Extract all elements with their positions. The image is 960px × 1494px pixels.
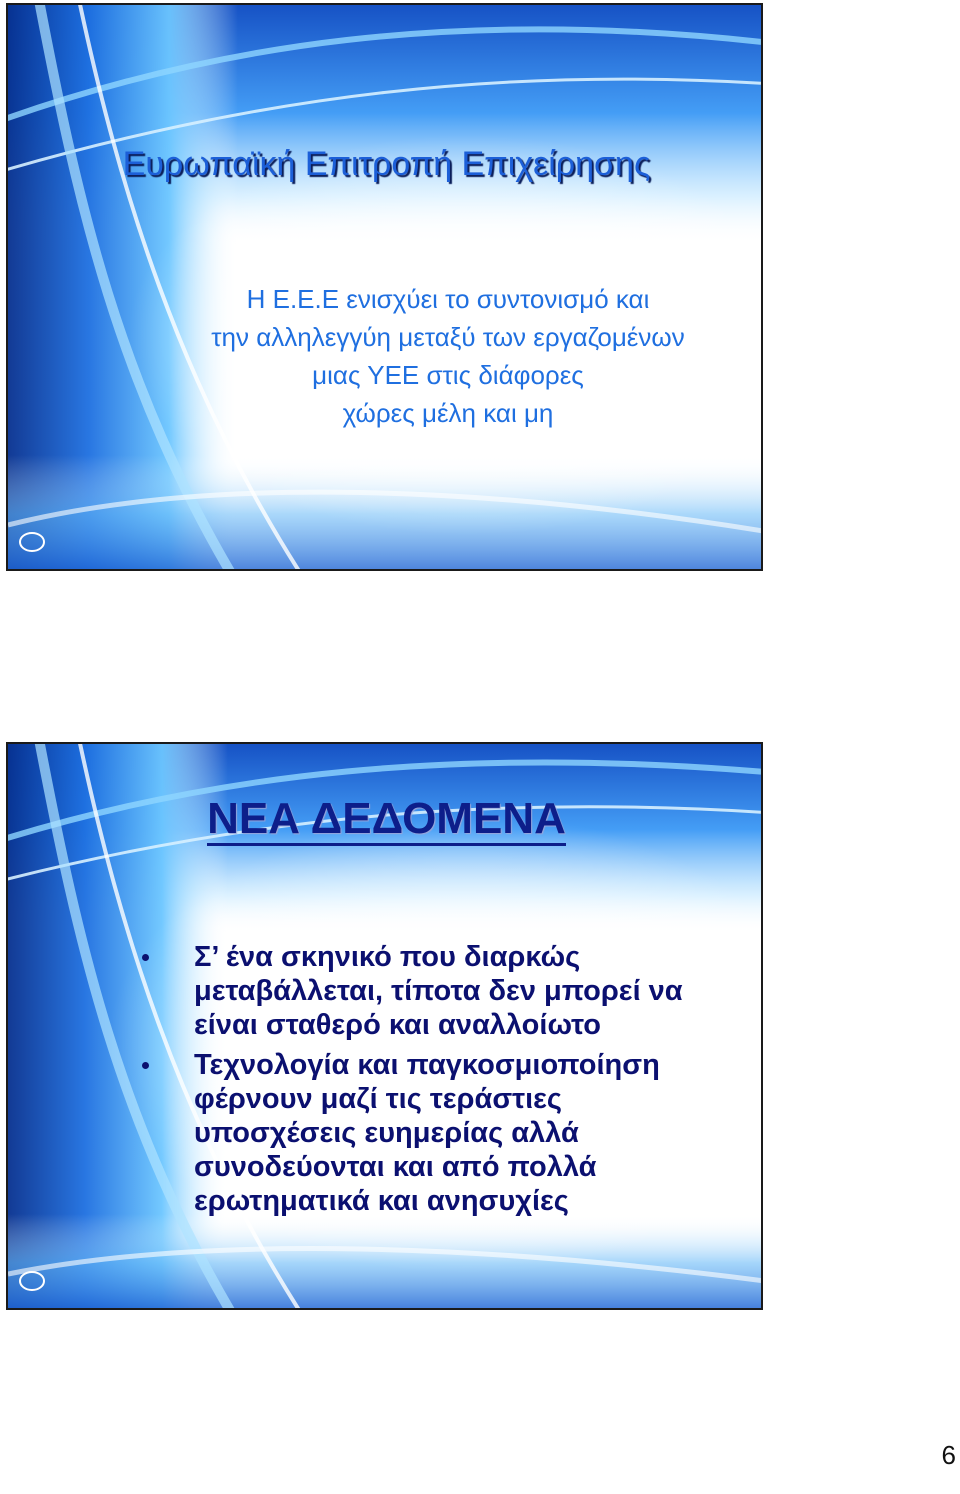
bullet-dot-icon <box>142 1062 149 1069</box>
slide-1-body <box>138 280 758 432</box>
bullet-item <box>138 940 738 1042</box>
bullet-line: είναι σταθερό και αναλλοίωτο <box>194 1009 601 1041</box>
bullet-line: Σ’ ένα σκηνικό που διαρκώς <box>194 941 581 973</box>
bullet-line: Τεχνολογία και παγκοσμιοποίηση <box>194 1049 660 1081</box>
slide-1-body-line: μιας ΥΕΕ στις διάφορες <box>312 360 584 390</box>
bullet-line: φέρνουν μαζί τις τεράστιες <box>194 1083 563 1115</box>
page-number: 6 <box>941 1440 956 1470</box>
bullet-item <box>138 1048 738 1218</box>
slide-1-title: Ευρωπαϊκή Επιτροπή Επιχείρησης <box>122 145 651 183</box>
slide-1-body-line: χώρες μέλη και μη <box>342 398 554 428</box>
slide-2-title-text: ΝΕΑ ΔΕΔΟΜΕΝΑ <box>207 794 566 846</box>
bullet-line: μεταβάλλεται, τίποτα δεν μπορεί να <box>194 975 683 1007</box>
slide-2-title <box>8 794 763 844</box>
slide-1 <box>6 3 763 571</box>
bullet-text <box>194 1048 738 1218</box>
slide-1-body-line: Η Ε.Ε.Ε ενισχύει το συντονισμό και <box>246 284 650 314</box>
bullet-line: ερωτηματικά και ανησυχίες <box>194 1185 569 1217</box>
slide-1-body-line: την αλληλεγγύη μεταξύ των εργαζομένων <box>211 322 685 352</box>
bullet-text <box>194 940 738 1042</box>
slide-2-bullet-list <box>138 940 738 1224</box>
bullet-line: υποσχέσεις ευημερίας αλλά <box>194 1117 579 1149</box>
bullet-dot-icon <box>142 954 149 961</box>
slide-2 <box>6 742 763 1310</box>
bullet-line: συνοδεύονται και από πολλά <box>194 1151 597 1183</box>
